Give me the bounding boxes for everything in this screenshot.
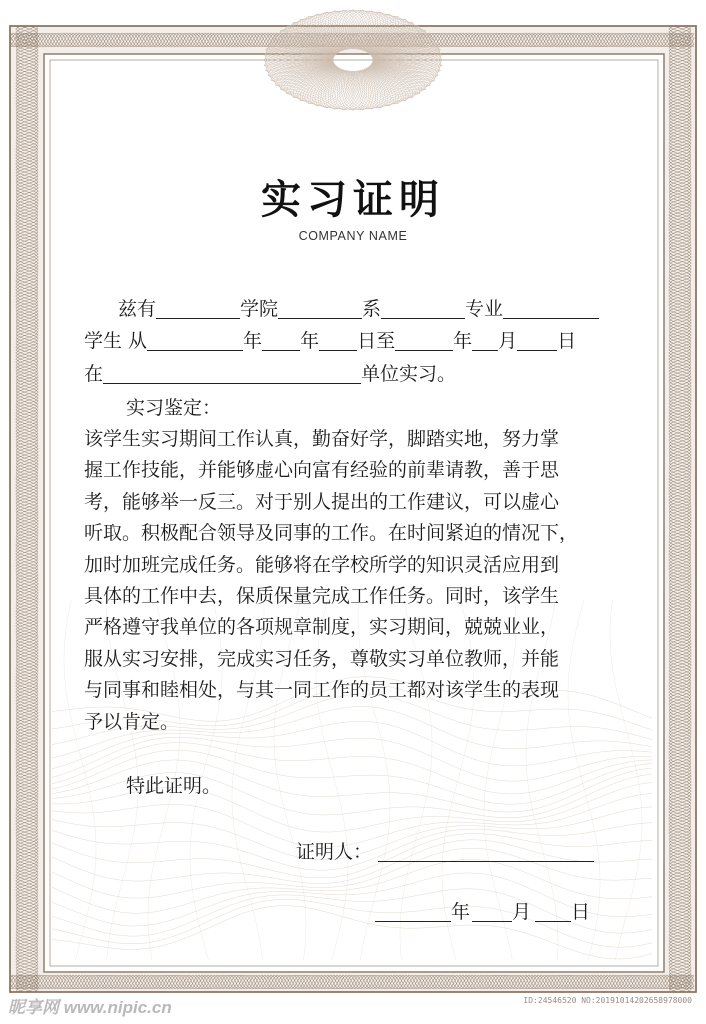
page-title: 实习证明 [261,177,445,223]
blank-end-month[interactable] [472,330,498,351]
evaluation-heading: 实习鉴定： [126,397,222,419]
label-department: 系 [362,298,382,320]
evaluation-line: 具体的工作中去，保质保量完成工作任务。同时，该学生 [84,584,560,607]
company-name: COMPANY NAME [298,229,408,243]
blank-certifier[interactable] [378,841,594,862]
label-year-2: 年 [300,330,320,352]
blank-department[interactable] [278,298,362,319]
label-student-from: 学生 从 [84,330,148,352]
blank-company[interactable] [103,363,361,384]
blank-start-day[interactable] [319,330,357,351]
blank-start-month[interactable] [262,330,300,351]
certifier-label: 证明人： [296,841,373,863]
label-sign-year: 年 [451,901,471,923]
evaluation-line: 听取。积极配合领导及同事的工作。在时间紧迫的情况下， [84,522,579,545]
form-line-1 [118,296,599,322]
blank-college[interactable] [156,298,240,319]
blank-start-year[interactable] [147,330,243,351]
label-month: 月 [498,330,518,352]
evaluation-line: 与同事和睦相处，与其一同工作的员工都对该学生的表现 [84,679,560,702]
label-company-internship: 单位实习。 [361,363,457,385]
blank-student[interactable] [503,298,599,319]
evaluation-line: 考，能够举一反三。对于别人提出的工作建议，可以虚心 [84,490,560,513]
evaluation-line: 握工作技能，并能够虚心向富有经验的前辈请教，善于思 [84,459,560,482]
evaluation-line: 予以肯定。 [84,710,180,733]
blank-end-day[interactable] [517,330,557,351]
form-line-3 [84,361,456,387]
label-day-to: 日至 [357,330,396,352]
evaluation-line: 该学生实习期间工作认真，勤奋好学，脚踏实地，努力掌 [84,428,560,450]
evaluation-line: 加时加班完成任务。能够将在学校所学的知识灵活应用到 [84,553,560,576]
blank-sign-year[interactable] [375,901,451,922]
blank-sign-month[interactable] [472,901,512,922]
label-sign-day: 日 [571,901,591,923]
label-ziyou: 兹有 [118,298,157,320]
label-sign-month: 月 [512,901,532,923]
label-major: 专业 [465,298,504,320]
closing-text: 特此证明。 [126,775,222,797]
evaluation-text [84,424,644,738]
certifier-line [296,839,594,865]
date-line [375,899,590,925]
site-watermark: 昵享网 www.nipic.cn [8,998,172,1017]
label-year-3: 年 [453,330,473,352]
blank-end-year[interactable] [395,330,453,351]
image-id-text: ID:24546520 NO:20191014202658978000 [523,996,692,1005]
label-day: 日 [557,330,577,352]
label-at: 在 [84,363,104,385]
label-college: 学院 [240,298,279,320]
evaluation-line: 服从实习安排，完成实习任务，尊敬实习单位教师，并能 [84,647,560,670]
blank-major[interactable] [381,298,465,319]
blank-sign-day[interactable] [535,901,571,922]
evaluation-line: 严格遵守我单位的各项规章制度，实习期间，兢兢业业， [84,616,560,639]
label-year-1: 年 [243,330,263,352]
form-line-2 [84,328,576,354]
